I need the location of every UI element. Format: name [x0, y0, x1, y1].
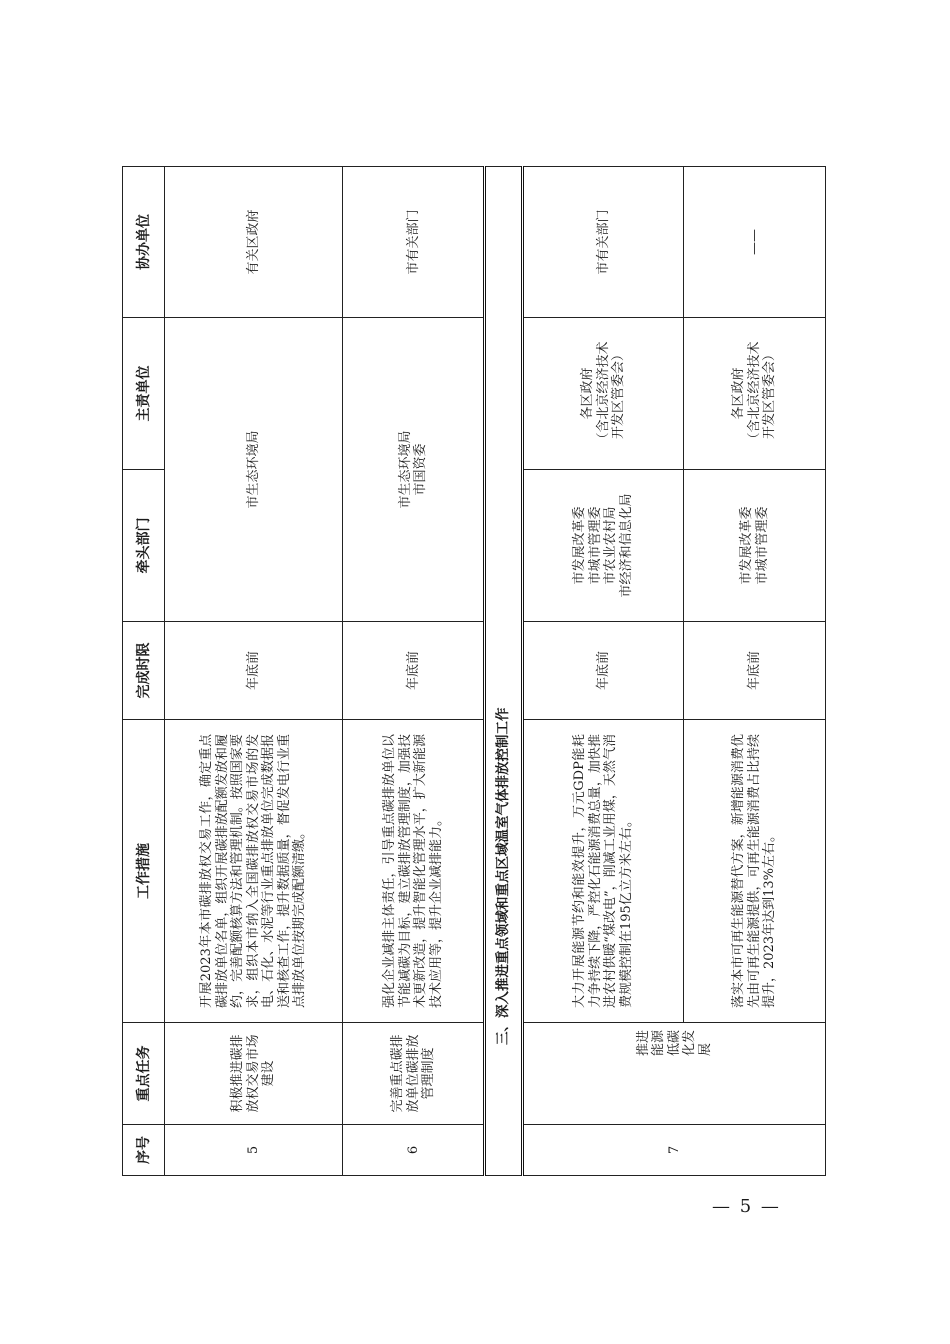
- row-seq: 6: [343, 1125, 485, 1176]
- row-measure: 开展2023年本市碳排放权交易工作，确定重点碳排放单位名单，组织开展碳排放配额发放和履约，完善配额核算方法和管理机制。按照国家要求，组织本市纳入全国碳排放权交易市场的发电、石化、水泥等行业重点排放单位完成数据报送和核查工作，提升数据质量，督促发电行业重点排放单位按期完成配额清缴。: [164, 720, 342, 1023]
- row-deadline: 年底前: [164, 622, 342, 720]
- row-assist: ——: [684, 167, 826, 318]
- row-lead: 市生态环境局: [164, 318, 342, 622]
- row-seq: 7: [522, 1125, 825, 1176]
- table-row: [164, 167, 342, 1176]
- table-row: [343, 167, 485, 1176]
- row-task: 积极推进碳排放权交易市场建设: [164, 1023, 342, 1125]
- row-lead: 市发展改革委 市城市管理委: [684, 470, 826, 622]
- row-assist: 有关区政府: [164, 167, 342, 318]
- header-lead: 牵头部门: [123, 470, 165, 622]
- header-seq: 序号: [123, 1125, 165, 1176]
- row-main: 各区政府 （含北京经济技术 开发区管委会）: [522, 318, 683, 470]
- row-lead: 市发展改革委 市城市管理委 市农业农村局 市经济和信息化局: [522, 470, 683, 622]
- row-assist: 市有关部门: [522, 167, 683, 318]
- task-table: [122, 166, 826, 1176]
- row-measure: 落实本市可再生能源替代方案，新增能源消费优先由可再生能源提供，可再生能源消费占比持续提升，2023年达到13%左右。: [684, 720, 826, 1023]
- section-title: 三、深入推进重点领域和重点区域温室气体排放控制工作: [485, 167, 523, 1176]
- rotated-table-frame: [122, 167, 826, 1176]
- header-assist: 协办单位: [123, 167, 165, 318]
- section-row: [485, 167, 523, 1176]
- header-measure: 工作措施: [123, 720, 165, 1023]
- row-assist: 市有关部门: [343, 167, 485, 318]
- row-main: 各区政府 （含北京经济技术 开发区管委会）: [684, 318, 826, 470]
- table-row: [522, 167, 683, 1176]
- header-task: 重点任务: [123, 1023, 165, 1125]
- header-row: [123, 167, 165, 1176]
- header-main: 主责单位: [123, 318, 165, 470]
- row-task: 推进能源低碳化发展: [522, 1023, 825, 1125]
- page-number: — 5 —: [712, 1196, 781, 1217]
- row-measure: 强化企业减排主体责任，引导重点碳排放单位以节能减碳为目标，建立碳排放管理制度，加强技术更新改造，提升智能化管理水平，扩大新能源技术应用等，提升企业减排能力。: [343, 720, 485, 1023]
- header-deadline: 完成时限: [123, 622, 165, 720]
- row-seq: 5: [164, 1125, 342, 1176]
- row-measure: 大力开展能源节约和能效提升，万元GDP能耗力争持续下降，严控化石能源消费总量，加快推进农村供暖“煤改电”，削减工业用煤，天然气消费规模控制在195亿立方米左右。: [522, 720, 683, 1023]
- row-deadline: 年底前: [343, 622, 485, 720]
- row-lead: 市生态环境局 市国资委: [343, 318, 485, 622]
- row-task: 完善重点碳排放单位碳排放管理制度: [343, 1023, 485, 1125]
- row-deadline: 年底前: [684, 622, 826, 720]
- row-deadline: 年底前: [522, 622, 683, 720]
- table-rotation-container: [122, 167, 826, 1176]
